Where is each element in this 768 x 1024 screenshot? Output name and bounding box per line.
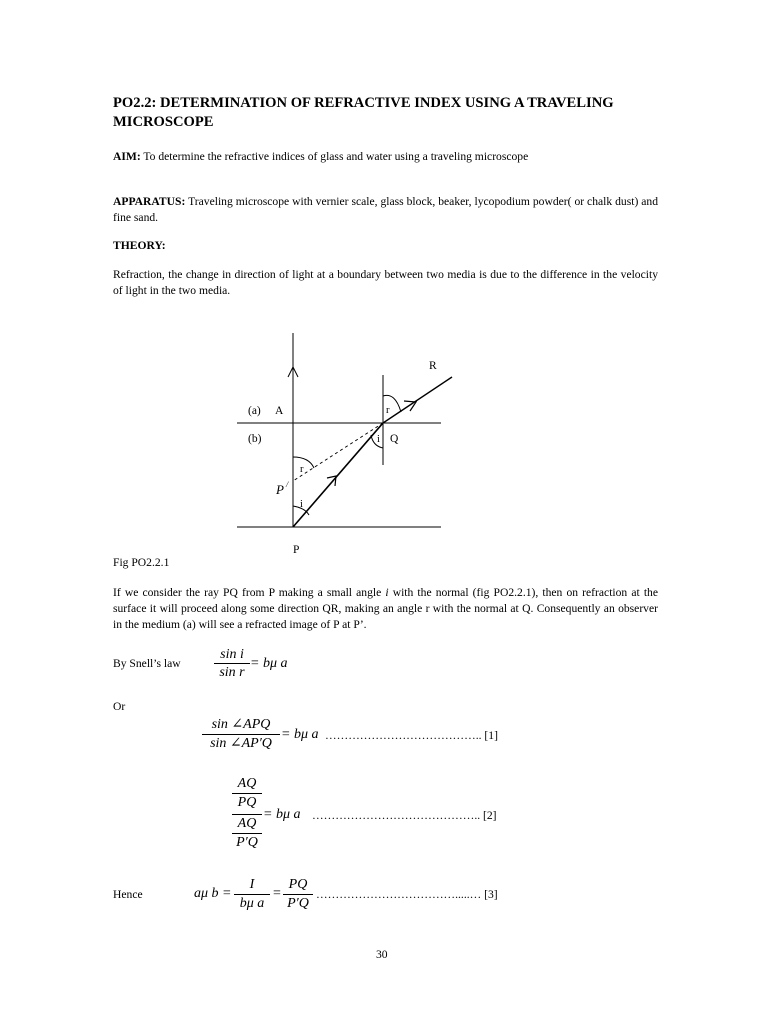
- eq3-f2-numerator: PQ: [288, 877, 308, 892]
- label-A: A: [275, 405, 284, 417]
- label-i-q: i: [377, 434, 380, 445]
- ray-qr: [383, 377, 452, 423]
- eq3-f1-denominator: bμ a: [234, 894, 270, 913]
- eq2-compound-fraction: [232, 775, 262, 852]
- label-prime-mark: /: [286, 480, 289, 489]
- arrow-pq-icon: [327, 476, 336, 486]
- apparatus-text: Traveling microscope with vernier scale, glass block, beaker, lycopodium powder( or chalk dust) and fine sand.: [113, 195, 658, 224]
- eq2-dots: …………………………………….. [2]: [312, 809, 497, 822]
- eq2-d1: PQ: [232, 793, 262, 812]
- angle-r-arc-mid: [293, 457, 314, 468]
- eq1-numerator: sin ∠APQ: [211, 717, 271, 732]
- label-P: P: [293, 544, 300, 556]
- explanation-text-1: If we consider the ray PQ from P making a small angle: [113, 586, 386, 599]
- apparatus-label: APPARATUS:: [113, 195, 186, 208]
- eq2-n2: AQ: [232, 814, 262, 833]
- eq1-fraction: [202, 716, 280, 753]
- hence-label: Hence: [113, 888, 143, 901]
- label-a: (a): [248, 405, 261, 417]
- eq2-d2: P′Q: [232, 833, 262, 852]
- snell-label: By Snell’s law: [113, 657, 181, 670]
- snell-numerator: sin i: [220, 647, 244, 662]
- label-Q: Q: [390, 433, 399, 445]
- explanation-italic-i: i: [385, 586, 389, 599]
- eq1-denominator: sin ∠AP′Q: [202, 734, 280, 753]
- explanation-paragraph: [113, 585, 658, 633]
- eq3-fraction-1: [234, 876, 270, 913]
- aim-text: To determine the refractive indices of glass and water using a traveling microscope: [140, 150, 529, 163]
- snell-rhs: = bμ a: [250, 656, 288, 671]
- snell-denominator: sin r: [214, 663, 250, 681]
- figure-caption: Fig PO2.2.1: [113, 556, 170, 569]
- aim-label: AIM:: [113, 150, 141, 163]
- eq3-fraction-2: [283, 876, 313, 913]
- snell-fraction: [214, 646, 250, 681]
- or-label: Or: [113, 700, 126, 713]
- theory-heading: THEORY:: [113, 239, 166, 252]
- explanation-text-2: with the normal (fig PO2.2.1), then on refraction at the surface it will proceed along some direction QR, making an angle r with the normal at Q. Consequently an observer in the medium (a) will see a refracted image of P at P’.: [113, 586, 658, 631]
- eq2-n1: AQ: [237, 776, 257, 791]
- eq3-f1-numerator: I: [249, 877, 255, 892]
- page-number: 30: [376, 948, 388, 961]
- virtual-ray: [293, 423, 383, 481]
- theory-paragraph: Refraction, the change in direction of light at a boundary between two media is due to the difference in the velocity of light in the two media.: [113, 268, 658, 297]
- label-r-top: r: [386, 405, 390, 416]
- eq3-equals: =: [273, 886, 281, 901]
- eq1-dots: ………………………………….. [1]: [325, 729, 498, 742]
- eq3-dots: ……………………………….....… [3]: [316, 888, 498, 901]
- label-b: (b): [248, 433, 262, 445]
- eq3-f2-denominator: P′Q: [283, 894, 313, 913]
- label-r-mid: r: [300, 464, 304, 475]
- eq1-rhs: = bμ a: [281, 727, 319, 742]
- page-title: PO2.2: DETERMINATION OF REFRACTIVE INDEX USING A TRAVELING MICROSCOPE: [113, 95, 614, 130]
- eq2-rhs: = bμ a: [263, 807, 301, 822]
- label-R: R: [429, 360, 437, 372]
- label-P-prime: P: [276, 482, 284, 497]
- label-i-bottom: i: [300, 499, 303, 510]
- eq3-lhs: aμ b =: [194, 886, 232, 901]
